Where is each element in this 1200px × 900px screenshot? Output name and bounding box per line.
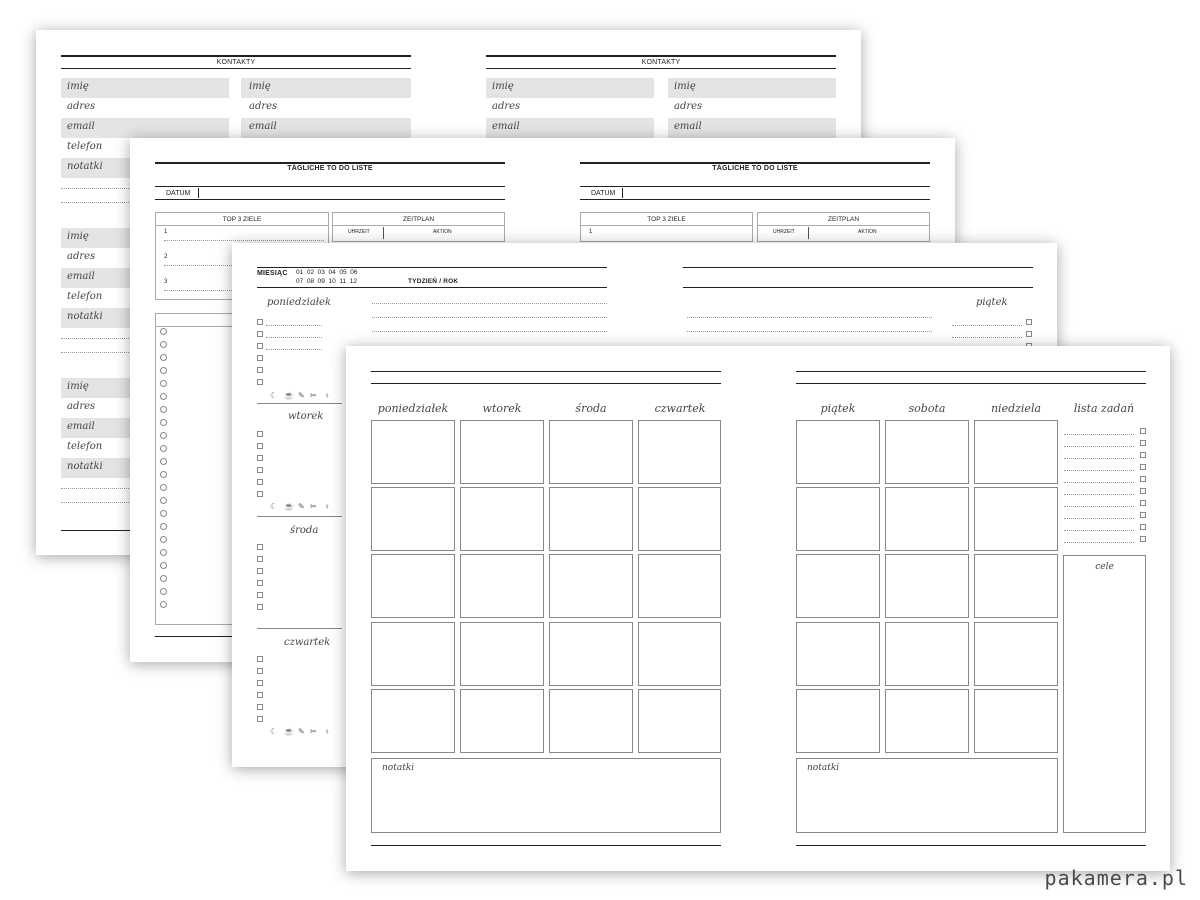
email-label: email: [249, 121, 277, 132]
header-rule: [371, 383, 721, 384]
task-circle[interactable]: [160, 484, 167, 491]
dotted-line: [687, 317, 932, 318]
datum-rule: [580, 199, 930, 200]
divider: [257, 628, 342, 629]
day-label-tuesday: wtorek: [482, 402, 522, 415]
address-label: adres: [492, 101, 521, 112]
task-checkbox[interactable]: [257, 680, 263, 686]
figure-icon[interactable]: ♀: [324, 502, 330, 511]
task-circle[interactable]: [160, 601, 167, 608]
address-label: adres: [249, 101, 278, 112]
figure-icon[interactable]: ♀: [324, 727, 330, 736]
goal-number: 1: [164, 229, 168, 235]
email-label: email: [492, 121, 520, 132]
task-checkbox[interactable]: [257, 716, 263, 722]
todo-list-title: lista zadań: [1073, 402, 1135, 415]
task-checkbox[interactable]: [257, 443, 263, 449]
pen-icon[interactable]: ✎: [298, 502, 305, 511]
footer-rule: [371, 845, 721, 846]
calendar-cell[interactable]: [460, 420, 544, 484]
task-checkbox[interactable]: [257, 668, 263, 674]
email-label: email: [67, 121, 95, 132]
dotted-line: [1064, 458, 1134, 459]
datum-label: DATUM: [591, 190, 616, 197]
task-checkbox[interactable]: [257, 656, 263, 662]
task-checkbox[interactable]: [257, 479, 263, 485]
figure-icon[interactable]: ♀: [324, 391, 330, 400]
todo-checkbox[interactable]: [1140, 500, 1146, 506]
task-circle[interactable]: [160, 393, 167, 400]
divider: [257, 516, 342, 517]
address-label: adres: [67, 401, 96, 412]
email-label: email: [67, 421, 95, 432]
header-rule: [580, 162, 930, 164]
watermark-logo: pakamera.pl: [1044, 866, 1188, 890]
task-circle[interactable]: [160, 510, 167, 517]
shoe-icon[interactable]: ✂: [310, 502, 317, 511]
todo-title-right: TÄGLICHE TO DO LISTE: [712, 165, 798, 172]
task-circle[interactable]: [160, 445, 167, 452]
dotted-line: [266, 325, 322, 326]
task-checkbox[interactable]: [257, 319, 263, 325]
task-circle[interactable]: [160, 367, 167, 374]
task-checkbox[interactable]: [257, 343, 263, 349]
calendar-cell[interactable]: [638, 487, 721, 551]
goal-number: 1: [589, 229, 593, 235]
dotted-line: [1064, 506, 1134, 507]
calendar-cell[interactable]: [796, 487, 880, 551]
top3-goals-title: TOP 3 ZIELE: [222, 216, 262, 223]
calendar-cell[interactable]: [638, 554, 721, 618]
top3-goals-box: [580, 212, 753, 242]
task-checkbox[interactable]: [257, 592, 263, 598]
weekly-calendar-sheet: [346, 346, 1170, 871]
dotted-line: [372, 303, 607, 304]
header-rule: [683, 287, 1033, 288]
phone-label: telefon: [67, 291, 103, 302]
header-rule: [61, 68, 411, 69]
calendar-cell[interactable]: [371, 554, 455, 618]
divider: [257, 403, 342, 404]
notes-label: notatki: [807, 763, 840, 773]
pen-icon[interactable]: ✎: [298, 391, 305, 400]
datum-rule: [580, 186, 930, 187]
address-label: adres: [674, 101, 703, 112]
datum-rule: [155, 186, 505, 187]
top3-goals-title: TOP 3 ZIELE: [647, 216, 686, 223]
calendar-cell[interactable]: [885, 420, 969, 484]
todo-checkbox[interactable]: [1140, 476, 1146, 482]
task-checkbox[interactable]: [257, 692, 263, 698]
task-checkbox[interactable]: [257, 355, 263, 361]
action-column-label: AKTION: [858, 229, 877, 235]
time-column-label: UHRZEIT: [773, 229, 795, 235]
task-checkbox[interactable]: [257, 580, 263, 586]
month-numbers[interactable]: 07 08 09 10 11 12: [296, 278, 357, 285]
column-divider: [383, 227, 384, 239]
header-rule: [486, 68, 836, 69]
calendar-cell[interactable]: [460, 689, 544, 753]
pen-icon[interactable]: ✎: [298, 727, 305, 736]
notes-label: notatki: [67, 461, 103, 472]
goal-number: 3: [164, 279, 168, 285]
day-label-sunday: niedziela: [990, 402, 1042, 415]
email-label: email: [67, 271, 95, 282]
day-label-monday: poniedziałek: [267, 297, 332, 308]
action-column-label: AKTION: [433, 229, 452, 235]
calendar-cell[interactable]: [974, 689, 1058, 753]
todo-checkbox[interactable]: [1140, 524, 1146, 530]
todo-checkbox[interactable]: [1140, 452, 1146, 458]
calendar-cell[interactable]: [796, 689, 880, 753]
shoe-icon[interactable]: ✂: [310, 391, 317, 400]
box-rule: [333, 225, 504, 226]
task-checkbox[interactable]: [257, 544, 263, 550]
phone-label: telefon: [67, 441, 103, 452]
task-checkbox[interactable]: [257, 379, 263, 385]
datum-divider: [622, 188, 623, 198]
task-checkbox[interactable]: [257, 431, 263, 437]
goals-label: cele: [1095, 562, 1114, 572]
task-circle[interactable]: [160, 458, 167, 465]
todo-title-left: TÄGLICHE TO DO LISTE: [287, 165, 373, 172]
day-label-tuesday: wtorek: [288, 411, 324, 422]
todo-checkbox[interactable]: [1140, 464, 1146, 470]
task-checkbox[interactable]: [257, 367, 263, 373]
dotted-line: [1064, 434, 1134, 435]
day-label-friday: piątek: [820, 402, 856, 415]
day-label-thursday: czwartek: [654, 402, 706, 415]
task-circle[interactable]: [160, 575, 167, 582]
header-rule: [155, 162, 505, 164]
name-label: imię: [67, 381, 89, 392]
cup-icon[interactable]: ☕: [284, 391, 294, 400]
day-label-wednesday: środa: [575, 402, 607, 415]
calendar-cell[interactable]: [371, 689, 455, 753]
dotted-line: [1064, 542, 1134, 543]
goals-box[interactable]: [1063, 555, 1146, 833]
dotted-line: [1064, 530, 1134, 531]
task-circle[interactable]: [160, 523, 167, 530]
calendar-cell[interactable]: [974, 622, 1058, 686]
header-rule: [257, 287, 607, 288]
name-label: imię: [67, 81, 89, 92]
task-checkbox[interactable]: [257, 604, 263, 610]
footer-rule: [796, 845, 1146, 846]
task-circle[interactable]: [160, 562, 167, 569]
day-label-friday: piątek: [976, 297, 1008, 308]
task-circle[interactable]: [160, 354, 167, 361]
moon-icon[interactable]: ☾: [270, 502, 278, 511]
calendar-cell[interactable]: [638, 689, 721, 753]
task-circle[interactable]: [160, 380, 167, 387]
day-label-wednesday: środa: [290, 525, 319, 536]
dotted-line: [372, 317, 607, 318]
month-numbers[interactable]: 01 02 03 04 05 06: [296, 269, 358, 276]
task-checkbox[interactable]: [1026, 319, 1032, 325]
calendar-cell[interactable]: [549, 689, 633, 753]
calendar-cell[interactable]: [549, 487, 633, 551]
schedule-box: [332, 212, 505, 242]
calendar-cell[interactable]: [549, 420, 633, 484]
schedule-box: [757, 212, 930, 242]
header-rule: [486, 55, 836, 57]
todo-checkbox[interactable]: [1140, 512, 1146, 518]
todo-checkbox[interactable]: [1140, 428, 1146, 434]
header-rule: [683, 267, 1033, 268]
column-divider: [808, 227, 809, 239]
task-circle[interactable]: [160, 588, 167, 595]
task-checkbox[interactable]: [257, 331, 263, 337]
dotted-line: [1064, 482, 1134, 483]
dotted-line: [1064, 470, 1134, 471]
calendar-cell[interactable]: [460, 487, 544, 551]
task-checkbox[interactable]: [257, 704, 263, 710]
name-label: imię: [249, 81, 271, 92]
dotted-line: [952, 337, 1022, 338]
week-year-label: TYDZIEŃ / ROK: [408, 278, 459, 285]
cup-icon[interactable]: ☕: [284, 502, 294, 511]
moon-icon[interactable]: ☾: [270, 727, 278, 736]
contacts-title-left: KONTAKTY: [216, 59, 256, 66]
dotted-line: [266, 349, 322, 350]
todo-checkbox[interactable]: [1140, 488, 1146, 494]
day-label-thursday: czwartek: [284, 637, 331, 648]
dotted-line: [952, 325, 1022, 326]
shoe-icon[interactable]: ✂: [310, 727, 317, 736]
notes-label: notatki: [67, 161, 103, 172]
calendar-cell[interactable]: [885, 689, 969, 753]
task-circle[interactable]: [160, 419, 167, 426]
calendar-cell[interactable]: [974, 487, 1058, 551]
notes-box-right[interactable]: [796, 758, 1058, 833]
calendar-cell[interactable]: [549, 622, 633, 686]
header-rule: [61, 55, 411, 57]
notes-label: notatki: [382, 763, 415, 773]
calendar-cell[interactable]: [796, 554, 880, 618]
calendar-cell[interactable]: [371, 622, 455, 686]
task-circle[interactable]: [160, 497, 167, 504]
dotted-line: [372, 331, 607, 332]
header-rule: [257, 267, 607, 268]
calendar-cell[interactable]: [885, 554, 969, 618]
day-label-saturday: sobota: [908, 402, 946, 415]
dotted-line: [687, 331, 932, 332]
calendar-cell[interactable]: [885, 487, 969, 551]
notes-box-left[interactable]: [371, 758, 721, 833]
notes-label: notatki: [67, 311, 103, 322]
calendar-cell[interactable]: [638, 420, 721, 484]
task-circle[interactable]: [160, 328, 167, 335]
name-label: imię: [67, 231, 89, 242]
header-rule: [371, 371, 721, 372]
task-checkbox[interactable]: [1026, 331, 1032, 337]
goal-number: 2: [164, 254, 168, 260]
datum-divider: [198, 188, 199, 198]
schedule-title: ZEITPLAN: [402, 216, 435, 223]
dotted-line: [266, 337, 322, 338]
month-label: MIESIĄC: [257, 270, 288, 277]
calendar-cell[interactable]: [638, 622, 721, 686]
email-label: email: [674, 121, 702, 132]
moon-icon[interactable]: ☾: [270, 391, 278, 400]
time-column-label: UHRZEIT: [348, 229, 370, 235]
calendar-cell[interactable]: [460, 554, 544, 618]
calendar-cell[interactable]: [460, 622, 544, 686]
calendar-cell[interactable]: [371, 420, 455, 484]
calendar-cell[interactable]: [974, 554, 1058, 618]
header-rule: [796, 371, 1146, 372]
box-rule: [581, 225, 752, 226]
task-circle[interactable]: [160, 341, 167, 348]
calendar-cell[interactable]: [796, 420, 880, 484]
phone-label: telefon: [67, 141, 103, 152]
task-checkbox[interactable]: [257, 467, 263, 473]
calendar-cell[interactable]: [371, 487, 455, 551]
todo-checkbox[interactable]: [1140, 536, 1146, 542]
day-label-monday: poniedziałek: [377, 402, 449, 415]
task-circle[interactable]: [160, 406, 167, 413]
calendar-cell[interactable]: [549, 554, 633, 618]
box-rule: [758, 225, 929, 226]
task-checkbox[interactable]: [257, 455, 263, 461]
dotted-line: [1064, 446, 1134, 447]
task-checkbox[interactable]: [257, 556, 263, 562]
name-label: imię: [492, 81, 514, 92]
address-label: adres: [67, 251, 96, 262]
task-circle[interactable]: [160, 471, 167, 478]
header-rule: [796, 383, 1146, 384]
calendar-cell[interactable]: [796, 622, 880, 686]
address-label: adres: [67, 101, 96, 112]
task-circle[interactable]: [160, 432, 167, 439]
dotted-line: [1064, 518, 1134, 519]
task-circle[interactable]: [160, 536, 167, 543]
calendar-cell[interactable]: [885, 622, 969, 686]
contacts-title-right: KONTAKTY: [641, 59, 681, 66]
datum-rule: [155, 199, 505, 200]
name-label: imię: [674, 81, 696, 92]
dotted-line: [1064, 494, 1134, 495]
datum-label: DATUM: [166, 190, 191, 197]
cup-icon[interactable]: ☕: [284, 727, 294, 736]
todo-checkbox[interactable]: [1140, 440, 1146, 446]
task-checkbox[interactable]: [257, 491, 263, 497]
calendar-cell[interactable]: [974, 420, 1058, 484]
dotted-line: [164, 240, 324, 241]
schedule-title: ZEITPLAN: [827, 216, 860, 223]
box-rule: [156, 225, 328, 226]
task-checkbox[interactable]: [257, 568, 263, 574]
task-circle[interactable]: [160, 549, 167, 556]
